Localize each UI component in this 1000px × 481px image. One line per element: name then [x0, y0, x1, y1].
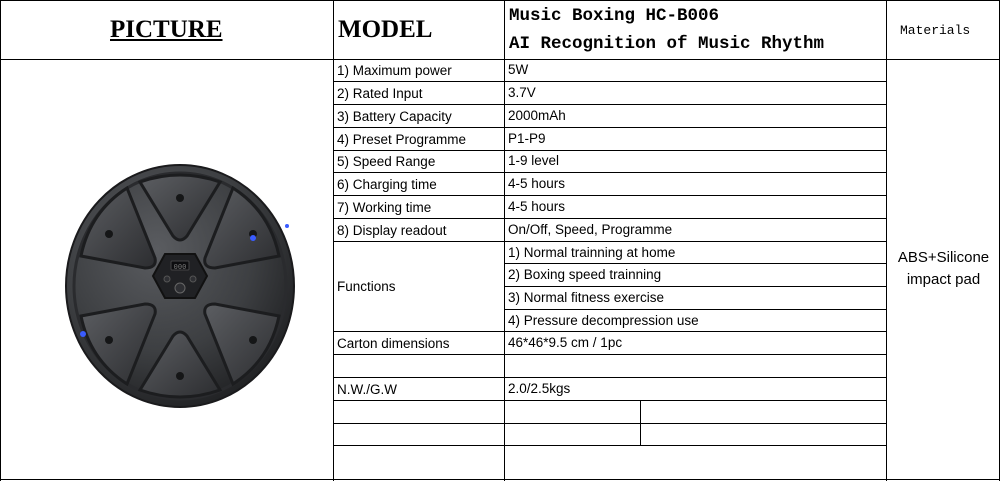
row-rule: [333, 218, 887, 219]
minus-button-icon: [190, 276, 196, 282]
row-rule: [333, 150, 887, 151]
sensor-dot: [105, 230, 113, 238]
table-border-left: [0, 0, 1, 481]
function-item: 2) Boxing speed trainning: [508, 267, 662, 282]
spec-value-speed: 1-9 level: [508, 153, 560, 168]
function-item: 1) Normal trainning at home: [508, 245, 676, 260]
row-rule: [504, 263, 887, 264]
blue-led-icon: [285, 224, 289, 228]
spec-label-programme: 4) Preset Programme: [337, 132, 467, 147]
spec-label-display: 8) Display readout: [337, 223, 447, 238]
power-button-icon: [175, 283, 185, 293]
sensor-dot: [176, 372, 184, 380]
picture-header: PICTURE: [110, 16, 223, 43]
row-rule: [333, 445, 887, 446]
spec-value-working: 4-5 hours: [508, 199, 566, 214]
spec-label-charging: 6) Charging time: [337, 177, 437, 192]
function-item: 3) Normal fitness exercise: [508, 290, 665, 305]
sensor-dot: [176, 194, 184, 202]
row-rule: [333, 354, 887, 355]
plus-button-icon: [164, 276, 170, 282]
functions-label: Functions: [337, 279, 396, 294]
product-title: Music Boxing HC-B006: [509, 6, 720, 26]
spec-value-input: 3.7V: [508, 85, 536, 100]
row-rule: [333, 377, 887, 378]
materials-value: [887, 247, 1000, 291]
row-rule: [333, 241, 887, 242]
table-border-bottom: [0, 479, 1000, 480]
spec-value-display: On/Off, Speed, Programme: [508, 222, 673, 237]
spec-value-programme: P1-P9: [508, 131, 546, 146]
row-rule: [333, 195, 887, 196]
row-rule: [333, 127, 887, 128]
spec-value-charging: 4-5 hours: [508, 176, 566, 191]
sensor-dot: [249, 336, 257, 344]
display-digits: 000: [173, 263, 187, 271]
weight-value: 2.0/2.5kgs: [508, 381, 571, 396]
spec-value-battery: 2000mAh: [508, 108, 566, 123]
spec-value-power: 5W: [508, 62, 529, 77]
table-border-top: [0, 0, 1000, 1]
row-rule: [333, 400, 887, 401]
product-subtitle: AI Recognition of Music Rhythm: [509, 34, 825, 54]
model-header: MODEL: [338, 16, 433, 43]
materials-line-1: ABS+Silicone: [897, 249, 990, 266]
header-bottom-rule: [0, 59, 1000, 60]
row-rule: [333, 104, 887, 105]
product-photo: [65, 164, 295, 408]
spec-label-input: 2) Rated Input: [337, 86, 423, 101]
spec-label-working: 7) Working time: [337, 200, 432, 215]
row-rule: [504, 286, 887, 287]
row-rule: [333, 423, 887, 424]
materials-line-2: impact pad: [906, 271, 981, 288]
carton-label: Carton dimensions: [337, 336, 450, 351]
sensor-dot: [105, 336, 113, 344]
row-rule: [333, 81, 887, 82]
function-item: 4) Pressure decompression use: [508, 313, 699, 328]
materials-header: Materials: [900, 23, 971, 38]
blue-led-icon: [250, 235, 256, 241]
blue-led-icon: [80, 331, 86, 337]
spec-label-battery: 3) Battery Capacity: [337, 109, 452, 124]
row-rule: [333, 172, 887, 173]
weight-label: N.W./G.W: [337, 382, 397, 397]
row-rule: [504, 309, 887, 310]
spec-label-speed: 5) Speed Range: [337, 154, 436, 169]
row-rule: [333, 331, 887, 332]
carton-value: 46*46*9.5 cm / 1pc: [508, 335, 623, 350]
spec-label-power: 1) Maximum power: [337, 63, 452, 78]
